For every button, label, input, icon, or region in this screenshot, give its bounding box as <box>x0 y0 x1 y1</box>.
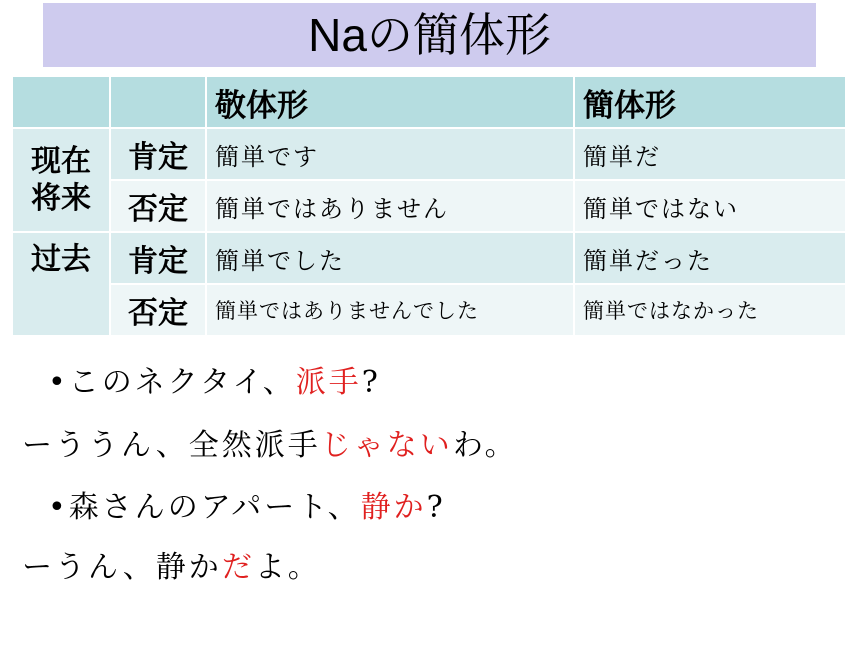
affirmative-label: 肯定 <box>111 233 205 283</box>
table-header-row <box>13 77 845 127</box>
header-cell-empty-2 <box>111 77 205 127</box>
polite-form: 簡単でした <box>207 233 573 283</box>
negative-label: 否定 <box>111 181 205 231</box>
plain-form: 簡単だ <box>575 129 845 179</box>
polite-form: 簡単です <box>207 129 573 179</box>
group-label-present: 现在 将来 <box>13 129 109 231</box>
example-text: ? <box>361 365 381 400</box>
header-plain: 簡体形 <box>575 77 845 127</box>
example-text: ーうん、静か <box>22 550 222 585</box>
example-line-2 <box>22 420 518 464</box>
example-text: •森さんのアパート、 <box>48 490 361 525</box>
example-line-3 <box>48 482 446 526</box>
example-text: •このネクタイ、 <box>48 365 296 400</box>
example-text: ? <box>426 490 446 525</box>
header-cell-empty-1 <box>13 77 109 127</box>
header-polite: 敬体形 <box>207 77 573 127</box>
example-text: ーううん、全然派手 <box>22 428 321 463</box>
example-line-4 <box>22 542 321 586</box>
page-title: Naの簡体形 <box>308 9 551 61</box>
plain-form: 簡単ではない <box>575 181 845 231</box>
conjugation-table <box>11 75 847 337</box>
plain-form: 簡単だった <box>575 233 845 283</box>
plain-form: 簡単ではなかった <box>575 285 845 335</box>
title-banner <box>43 3 816 67</box>
example-text: わ。 <box>452 428 518 463</box>
table-row <box>13 129 845 179</box>
table-row <box>13 285 845 335</box>
table-row <box>13 181 845 231</box>
negative-label: 否定 <box>111 285 205 335</box>
example-highlight: 静か <box>360 490 427 525</box>
example-highlight: じゃない <box>320 428 453 463</box>
example-line-1 <box>48 357 381 401</box>
polite-form: 簡単ではありませんでした <box>207 285 573 335</box>
example-text: よ。 <box>254 550 321 585</box>
affirmative-label: 肯定 <box>111 129 205 179</box>
table-row <box>13 233 845 283</box>
example-highlight: 派手 <box>295 365 362 400</box>
example-highlight: だ <box>221 550 255 585</box>
group-label-past: 过去 <box>13 233 109 335</box>
polite-form: 簡単ではありません <box>207 181 573 231</box>
